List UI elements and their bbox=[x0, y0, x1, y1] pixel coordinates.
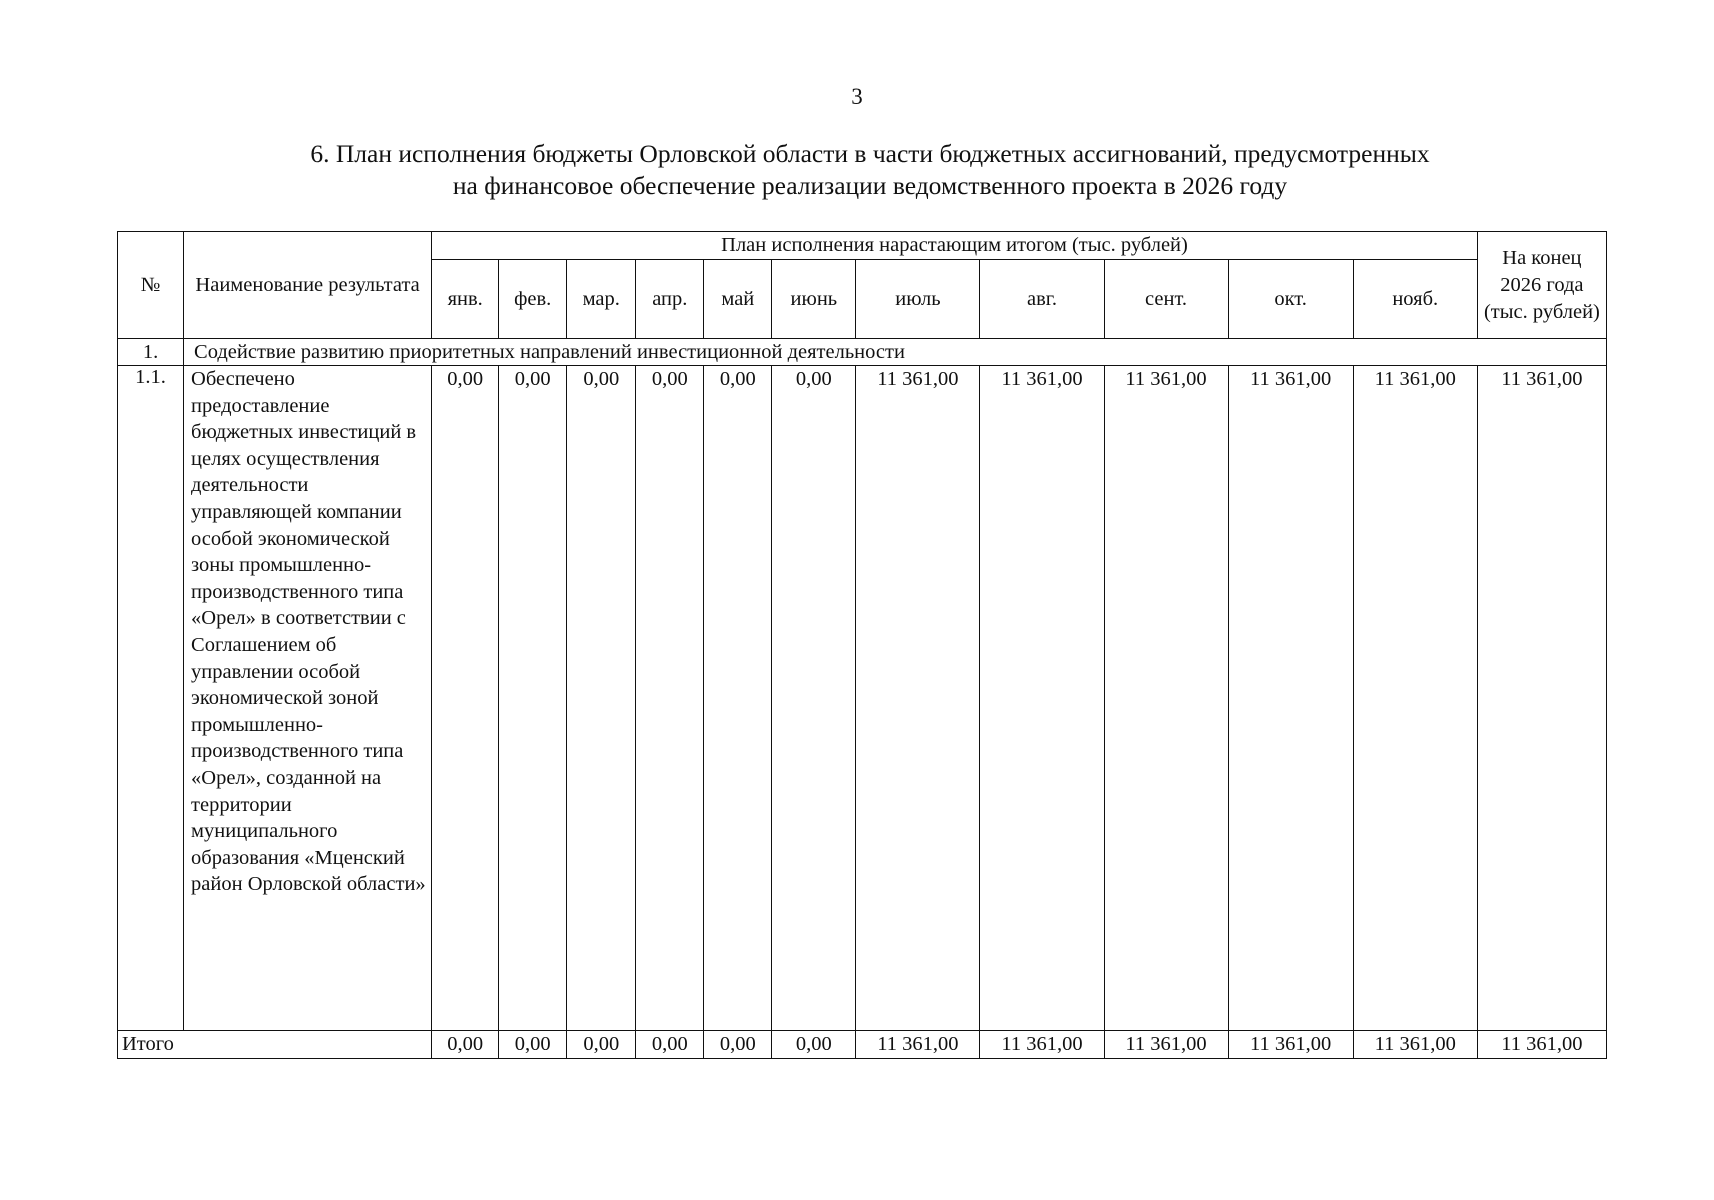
section-title: Содействие развитию приоритетных направлений инвестиционной деятельности bbox=[184, 339, 1607, 366]
item-value: 0,00 bbox=[636, 366, 704, 1031]
total-row bbox=[118, 1031, 1607, 1059]
item-year-end: 11 361,00 bbox=[1477, 366, 1606, 1031]
budget-plan-table bbox=[117, 231, 1607, 1059]
header-row-1 bbox=[118, 232, 1607, 260]
item-value: 0,00 bbox=[772, 366, 856, 1031]
header-month: июнь bbox=[772, 260, 856, 339]
header-year-end: На конец 2026 года (тыс. рублей) bbox=[1477, 232, 1606, 339]
header-month: май bbox=[704, 260, 772, 339]
header-month: мар. bbox=[567, 260, 636, 339]
page-number: 3 bbox=[851, 84, 863, 109]
total-value: 11 361,00 bbox=[1104, 1031, 1228, 1059]
total-value: 0,00 bbox=[772, 1031, 856, 1059]
total-label: Итого bbox=[118, 1031, 432, 1059]
item-value: 11 361,00 bbox=[980, 366, 1104, 1031]
total-value: 0,00 bbox=[567, 1031, 636, 1059]
section-row bbox=[118, 339, 1607, 366]
header-number: № bbox=[118, 232, 184, 339]
item-value: 11 361,00 bbox=[856, 366, 980, 1031]
item-value: 11 361,00 bbox=[1353, 366, 1477, 1031]
total-value: 0,00 bbox=[432, 1031, 499, 1059]
header-month: фев. bbox=[499, 260, 567, 339]
header-month: сент. bbox=[1104, 260, 1228, 339]
header-month: нояб. bbox=[1353, 260, 1477, 339]
total-value: 0,00 bbox=[704, 1031, 772, 1059]
header-month: июль bbox=[856, 260, 980, 339]
table-row bbox=[118, 366, 1607, 1031]
page-title-line-2: на финансовое обеспечение реализации ведомственного проекта в 2026 году bbox=[452, 171, 1288, 200]
total-value: 11 361,00 bbox=[980, 1031, 1104, 1059]
page-title-line-1: 6. План исполнения бюджеты Орловской области в части бюджетных ассигнований, предусмотренных bbox=[310, 139, 1430, 168]
header-month: янв. bbox=[432, 260, 499, 339]
page-title bbox=[120, 138, 1620, 202]
item-value: 0,00 bbox=[499, 366, 567, 1031]
total-value: 0,00 bbox=[636, 1031, 704, 1059]
total-year-end: 11 361,00 bbox=[1477, 1031, 1606, 1059]
item-value: 11 361,00 bbox=[1228, 366, 1353, 1031]
item-value: 0,00 bbox=[432, 366, 499, 1031]
header-result-name: Наименование результата bbox=[184, 232, 432, 339]
header-month: авг. bbox=[980, 260, 1104, 339]
total-value: 0,00 bbox=[499, 1031, 567, 1059]
total-value: 11 361,00 bbox=[1353, 1031, 1477, 1059]
total-value: 11 361,00 bbox=[856, 1031, 980, 1059]
header-month: окт. bbox=[1228, 260, 1353, 339]
header-month: апр. bbox=[636, 260, 704, 339]
item-name: Обеспечено предоставление бюджетных инвестиций в целях осуществления деятельности управляющей компании особой экономической зоны промышленно-производственного типа «Орел» в соответствии с Соглашением об управлении особой экономической зоной промышленно-производственного типа «Орел», созданной на территории муниципального образования «Мценский район Орловской области» bbox=[184, 366, 432, 1031]
item-value: 0,00 bbox=[704, 366, 772, 1031]
total-value: 11 361,00 bbox=[1228, 1031, 1353, 1059]
item-value: 0,00 bbox=[567, 366, 636, 1031]
item-value: 11 361,00 bbox=[1104, 366, 1228, 1031]
header-plan-group: План исполнения нарастающим итогом (тыс. рублей) bbox=[432, 232, 1478, 260]
section-number: 1. bbox=[118, 339, 184, 366]
item-number: 1.1. bbox=[118, 366, 184, 1031]
